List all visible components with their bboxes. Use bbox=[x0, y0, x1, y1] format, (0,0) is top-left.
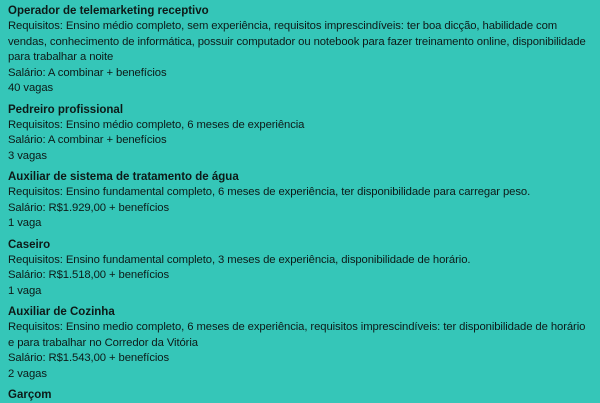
job-title: Auxiliar de sistema de tratamento de água bbox=[8, 171, 239, 183]
job-listing-auxiliar-cozinha bbox=[8, 305, 592, 382]
job-listing-caseiro bbox=[8, 238, 592, 300]
job-title: Auxiliar de Cozinha bbox=[8, 306, 115, 318]
job-openings: 1 vaga bbox=[8, 284, 42, 297]
job-salary: Salário: R$1.543,00 + benefícios bbox=[8, 352, 170, 364]
job-listing-garcom bbox=[8, 388, 592, 403]
job-listing-pedreiro bbox=[8, 103, 592, 165]
job-salary: Salário: A combinar + benefícios bbox=[8, 66, 167, 79]
job-title: Garçom bbox=[8, 389, 52, 401]
job-requirements: Requisitos: Ensino medio completo, 6 meses de experiência, requisitos imprescindíveis: ter disponibilidade de horário e para trabalhar no Corredor da Vitória bbox=[8, 321, 586, 349]
job-openings: 2 vagas bbox=[8, 367, 47, 380]
job-requirements: Requisitos: Ensino fundamental completo, 6 meses de experiência, ter disponibilidade para carregar peso. bbox=[8, 186, 531, 198]
job-openings: 40 vagas bbox=[8, 82, 54, 94]
job-title: Pedreiro profissional bbox=[8, 103, 124, 116]
job-salary: Salário: A combinar + benefícios bbox=[8, 134, 167, 146]
job-requirements: Requisitos: Ensino médio completo, 6 meses de experiência bbox=[8, 118, 305, 131]
job-requirements: Requisitos: Ensino fundamental completo, 3 meses de experiência, disponibilidade de horário. bbox=[8, 253, 471, 266]
job-salary: Salário: R$1.518,00 + benefícios bbox=[8, 269, 170, 281]
job-listing-telemarketing bbox=[8, 4, 592, 97]
job-salary: Salário: R$1.929,00 + benefícios bbox=[8, 201, 170, 214]
job-openings: 1 vaga bbox=[8, 217, 42, 229]
job-openings: 3 vagas bbox=[8, 149, 47, 162]
job-listing-tratamento-agua bbox=[8, 170, 592, 232]
job-requirements: Requisitos: Ensino médio completo, sem experiência, requisitos imprescindíveis: ter boa dicção, habilidade com vendas, conhecimento de informática, possuir computador ou notebook para fazer treinamento online, disponibilidade para trabalhar a noite bbox=[8, 20, 586, 63]
job-title: Operador de telemarketing receptivo bbox=[8, 5, 209, 17]
job-title: Caseiro bbox=[8, 238, 51, 251]
